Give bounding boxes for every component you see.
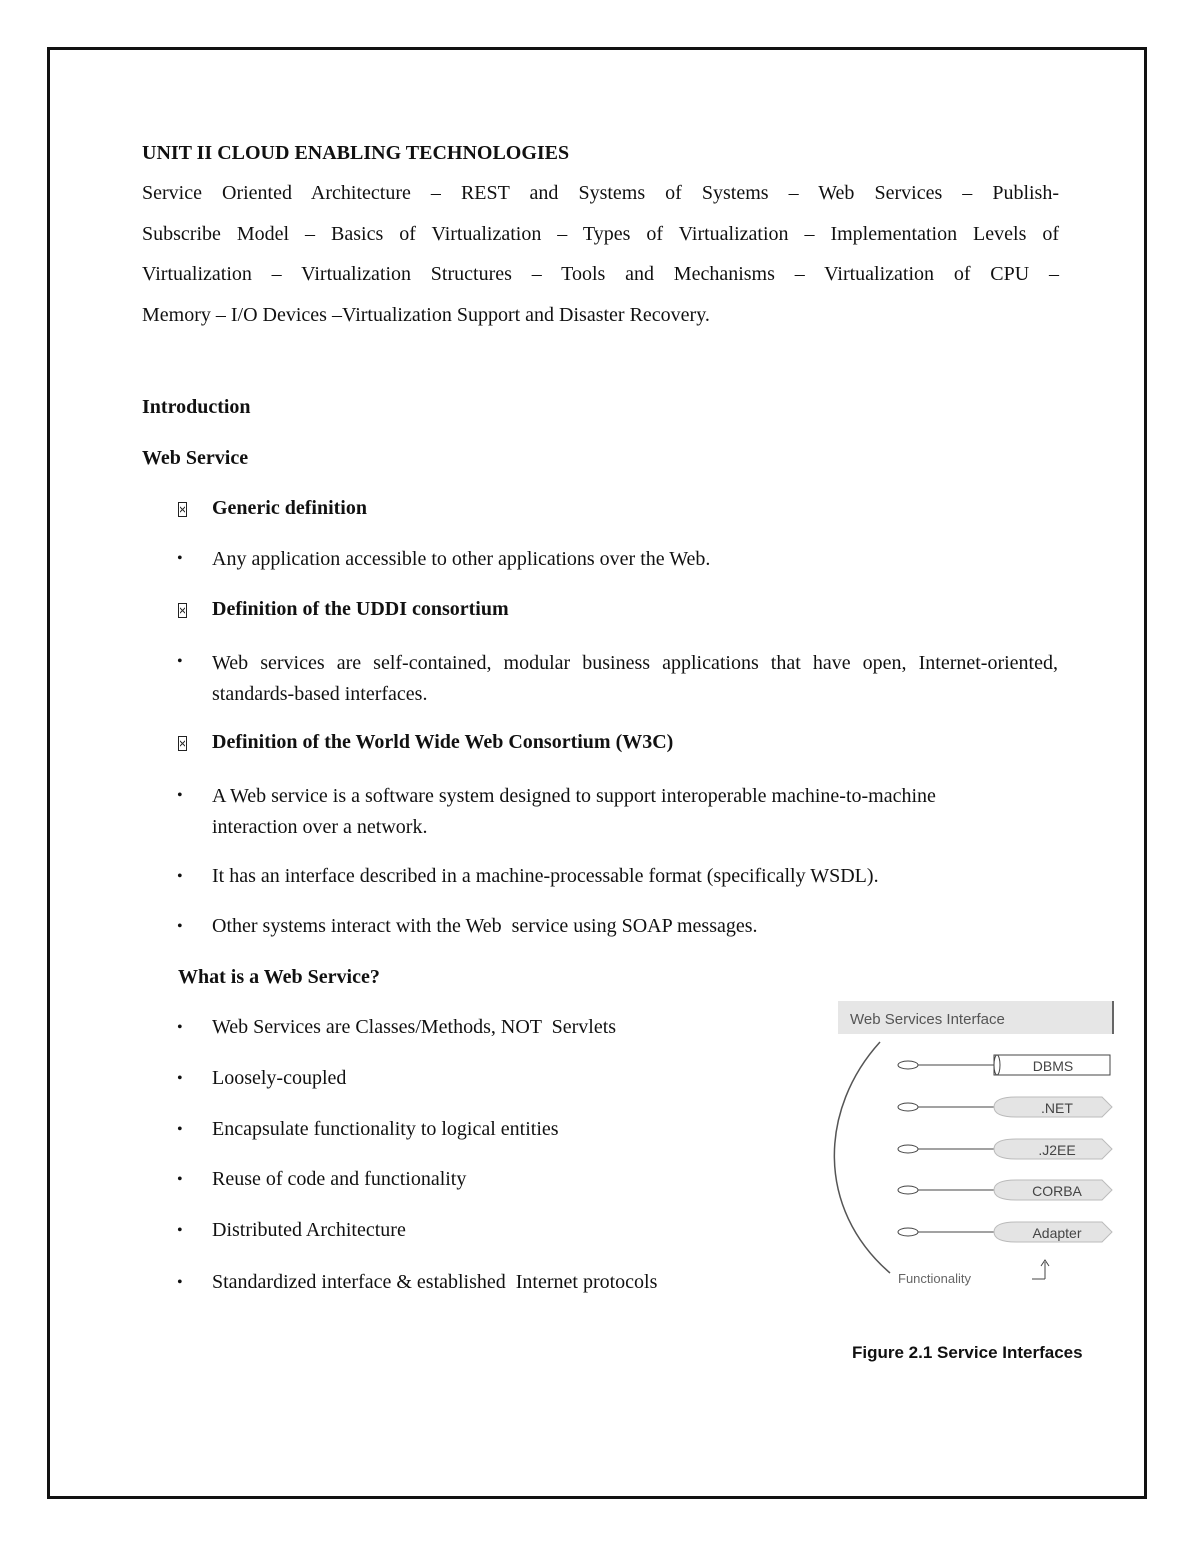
bullet-text: Distributed Architecture <box>212 1219 406 1241</box>
bullet-icon: • <box>177 1274 183 1291</box>
figure-node-j2ee <box>898 1139 1112 1159</box>
bullet-text: Encapsulate functionality to logical entities <box>212 1118 559 1140</box>
section-heading-uddi: Definition of the UDDI consortium <box>212 598 509 620</box>
bullet-text: Reuse of code and functionality <box>212 1168 467 1190</box>
bullet-icon: • <box>177 1121 183 1138</box>
introduction-heading: Introduction <box>142 396 251 418</box>
bullet-text: Other systems interact with the Web service using SOAP messages. <box>212 915 758 937</box>
syllabus-line-4: Memory – I/O Devices –Virtualization Support and Disaster Recovery. <box>142 304 710 326</box>
bullet-icon: • <box>177 1222 183 1239</box>
figure-node-label: DBMS <box>1032 1058 1074 1074</box>
syllabus-line-1: Service Oriented Architecture – REST and Systems of Systems – Web Services – Publish- <box>142 182 1059 204</box>
bullet-icon: • <box>177 868 183 885</box>
bullet-text: Loosely-coupled <box>212 1067 347 1089</box>
bullet-text: A Web service is a software system designed to support interoperable machine-to-machine interaction over a network. <box>212 785 936 838</box>
bullet-text: Standardized interface & established Internet protocols <box>212 1271 658 1293</box>
figure-node-corba <box>898 1180 1112 1200</box>
bullet-icon: • <box>177 550 183 567</box>
web-service-heading: Web Service <box>142 447 249 469</box>
service-interfaces-figure <box>820 998 1120 1298</box>
figure-node-adapter <box>898 1222 1112 1242</box>
bullet-icon: • <box>177 787 183 804</box>
syllabus-line-3: Virtualization – Virtualization Structures – Tools and Mechanisms – Virtualization of CPU – <box>142 263 1059 285</box>
figure-node-dbms <box>898 1055 1110 1075</box>
figure-node-label: Adapter <box>1032 1225 1082 1241</box>
bullet-icon: • <box>177 1171 183 1188</box>
bullet-icon: • <box>177 653 183 670</box>
bullet-icon: • <box>177 1019 183 1036</box>
bullet-icon: • <box>177 918 183 935</box>
bullet-text: Any application accessible to other applications over the Web. <box>212 548 711 570</box>
figure-caption: Figure 2.1 Service Interfaces <box>852 1343 1083 1362</box>
functionality-arc <box>834 1042 890 1273</box>
figure-header-label: Web Services Interface <box>850 1011 1005 1028</box>
bullet-text: It has an interface described in a machine-processable format (specifically WSDL). <box>212 865 879 887</box>
figure-node-label: .NET <box>1041 1100 1073 1116</box>
section-heading-w3c: Definition of the World Wide Web Consortium (W3C) <box>212 731 674 753</box>
bullet-text: Web Services are Classes/Methods, NOT Servlets <box>212 1016 617 1038</box>
checkbox-bullet-icon <box>178 736 187 751</box>
bullet-icon: • <box>177 1070 183 1087</box>
bullet-text: Web services are self-contained, modular business applications that have open, Internet-oriented, standards-based interfaces. <box>212 652 1058 705</box>
what-is-heading: What is a Web Service? <box>178 966 380 988</box>
section-heading-generic: Generic definition <box>212 497 367 519</box>
figure-node-net <box>898 1097 1112 1117</box>
checkbox-bullet-icon <box>178 502 187 517</box>
figure-node-label: CORBA <box>1032 1183 1082 1199</box>
up-arrow-icon <box>1032 1260 1049 1279</box>
figure-node-label: .J2EE <box>1038 1142 1076 1158</box>
syllabus-line-2: Subscribe Model – Basics of Virtualization – Types of Virtualization – Implementation Levels of <box>142 223 1059 245</box>
unit-title: UNIT II CLOUD ENABLING TECHNOLOGIES <box>142 142 570 164</box>
checkbox-bullet-icon <box>178 603 187 618</box>
figure-footer-label: Functionality <box>898 1271 971 1286</box>
